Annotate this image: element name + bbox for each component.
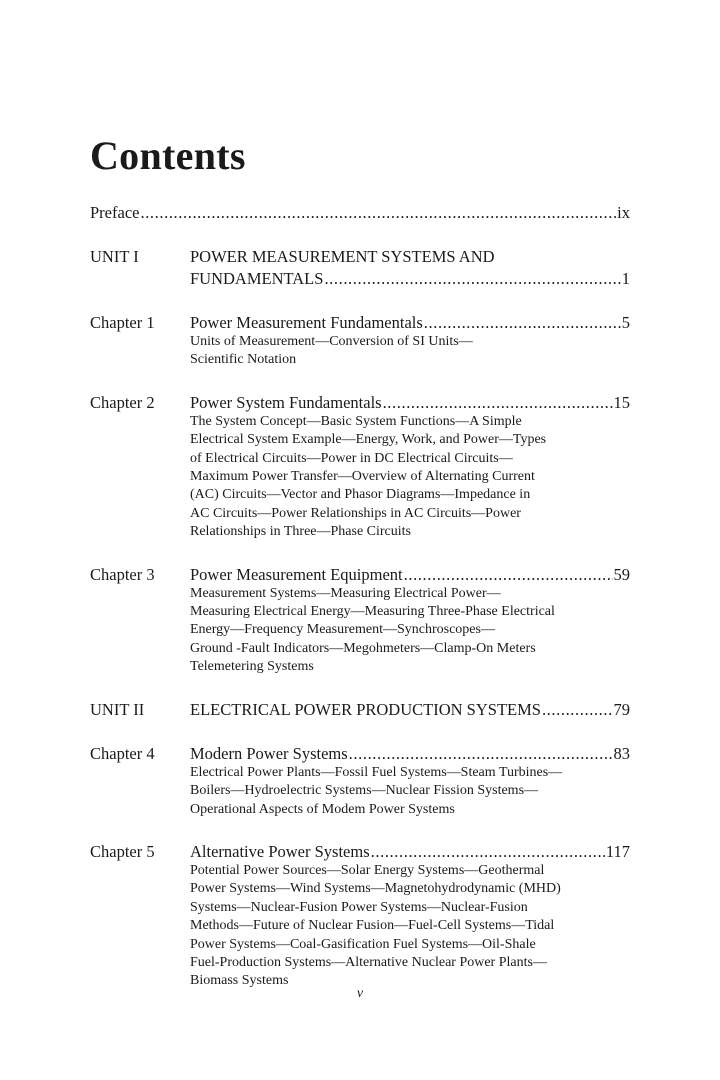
toc-entry-chapter-2 — [90, 392, 630, 542]
entry-title-line — [190, 564, 630, 586]
dot-leader — [404, 564, 613, 586]
preface-title: Preface — [90, 203, 140, 222]
topic-line: Maximum Power Transfer—Overview of Alternating Current — [190, 469, 535, 485]
entry-body — [190, 841, 630, 991]
entry-label: Chapter 3 — [90, 564, 155, 584]
entry-body — [190, 564, 630, 677]
topic-line: Operational Aspects of Modem Power Systems — [190, 801, 455, 817]
entry-page: 83 — [613, 743, 630, 763]
topic-line: Power Systems—Coal-Gasification Fuel Systems—Oil-Shale — [190, 936, 536, 952]
dot-leader — [349, 743, 613, 765]
entry-label: Chapter 1 — [90, 313, 155, 332]
topic-line: Energy—Frequency Measurement—Synchroscopes— — [190, 622, 495, 638]
entry-topics — [190, 862, 630, 991]
entry-body — [190, 699, 630, 721]
entry-page: 117 — [605, 841, 630, 861]
entry-title: Power Measurement Fundamentals — [190, 313, 423, 332]
topic-line: Methods—Future of Nuclear Fusion—Fuel-Cell Systems—Tidal — [190, 918, 555, 934]
dot-leader — [424, 312, 621, 334]
dot-leader — [383, 392, 613, 414]
entry-body — [190, 743, 630, 819]
topic-line: Potential Power Sources—Solar Energy Systems—Geothermal — [190, 862, 545, 878]
preface-page: ix — [617, 203, 630, 222]
topic-line: Relationships in Three—Phase Circuits — [190, 524, 411, 540]
topic-line: Fuel-Production Systems—Alternative Nuclear Power Plants— — [190, 954, 547, 970]
topic-line: Scientific Notation — [190, 352, 297, 368]
topic-line: Measuring Electrical Energy—Measuring Three-Phase Electrical — [190, 604, 555, 620]
entry-label: UNIT I — [90, 247, 139, 266]
topic-line: The System Concept—Basic System Functions—A Simple — [190, 413, 522, 429]
toc-entry-chapter-3 — [90, 564, 630, 677]
toc-entry-unit-1 — [90, 246, 630, 290]
entry-body — [190, 312, 630, 370]
page-number: v — [356, 986, 364, 1001]
entry-topics — [190, 333, 630, 370]
entry-label: UNIT II — [90, 699, 145, 719]
entry-title: Power Measurement Equipment — [190, 564, 403, 584]
topic-line: Electrical Power Plants—Fossil Fuel Systems—Steam Turbines— — [190, 764, 563, 780]
entry-label: Chapter 5 — [90, 841, 155, 861]
entry-topics — [190, 764, 630, 819]
entry-title-line — [190, 312, 630, 334]
entry-title-line — [190, 841, 630, 863]
page-title: Contents — [90, 133, 246, 178]
topic-line: of Electrical Circuits—Power in DC Electrical Circuits— — [190, 450, 513, 466]
entry-title: FUNDAMENTALS — [190, 269, 324, 288]
toc-entry-chapter-1 — [90, 312, 630, 370]
dot-leader — [371, 841, 605, 863]
topic-line: Telemetering Systems — [190, 659, 314, 675]
entry-title-line — [190, 743, 630, 765]
entry-title: Modern Power Systems — [190, 743, 348, 763]
entry-topics — [190, 413, 630, 542]
topic-line: AC Circuits—Power Relationships in AC Circuits—Power — [190, 505, 521, 521]
entry-title-line — [190, 392, 630, 414]
toc-entry-unit-2 — [90, 699, 630, 721]
entry-title: Alternative Power Systems — [190, 841, 370, 861]
topic-line: Measurement Systems—Measuring Electrical Power— — [190, 585, 501, 601]
topic-line: Biomass Systems — [190, 973, 289, 989]
topic-line: Power Systems—Wind Systems—Magnetohydrodynamic (MHD) — [190, 881, 561, 897]
topic-line: Boilers—Hydroelectric Systems—Nuclear Fission Systems— — [190, 783, 539, 799]
entry-page: 15 — [613, 392, 630, 412]
contents-page — [90, 132, 630, 1013]
entry-page: 59 — [613, 564, 630, 584]
entry-label: Chapter 2 — [90, 392, 155, 412]
entry-title-line1: POWER MEASUREMENT SYSTEMS AND — [190, 247, 495, 266]
entry-body — [190, 392, 630, 542]
topic-line: Ground -Fault Indicators—Megohmeters—Clamp-On Meters — [190, 640, 536, 656]
entry-page: 79 — [613, 699, 630, 719]
entry-label: Chapter 4 — [90, 743, 155, 763]
entry-body — [190, 246, 630, 290]
dot-leader — [324, 268, 620, 290]
topic-line: (AC) Circuits—Vector and Phasor Diagrams—Impedance in — [190, 487, 531, 503]
entry-title: ELECTRICAL POWER PRODUCTION SYSTEMS — [190, 699, 541, 719]
dot-leader — [542, 699, 613, 721]
topic-line: Units of Measurement—Conversion of SI Units— — [190, 334, 473, 349]
dot-leader — [140, 202, 616, 224]
topic-line: Systems—Nuclear-Fusion Power Systems—Nuclear-Fusion — [190, 899, 528, 915]
entry-topics — [190, 585, 630, 677]
entry-page: 5 — [621, 313, 630, 332]
toc-entry-chapter-5 — [90, 841, 630, 991]
entry-title: Power System Fundamentals — [190, 392, 382, 412]
toc-entry-chapter-4 — [90, 743, 630, 819]
toc-entry-preface — [90, 202, 630, 224]
entry-title-line — [190, 268, 630, 290]
topic-line: Electrical System Example—Energy, Work, and Power—Types — [190, 432, 547, 448]
entry-page: 1 — [621, 269, 630, 288]
entry-title-line — [190, 699, 630, 721]
